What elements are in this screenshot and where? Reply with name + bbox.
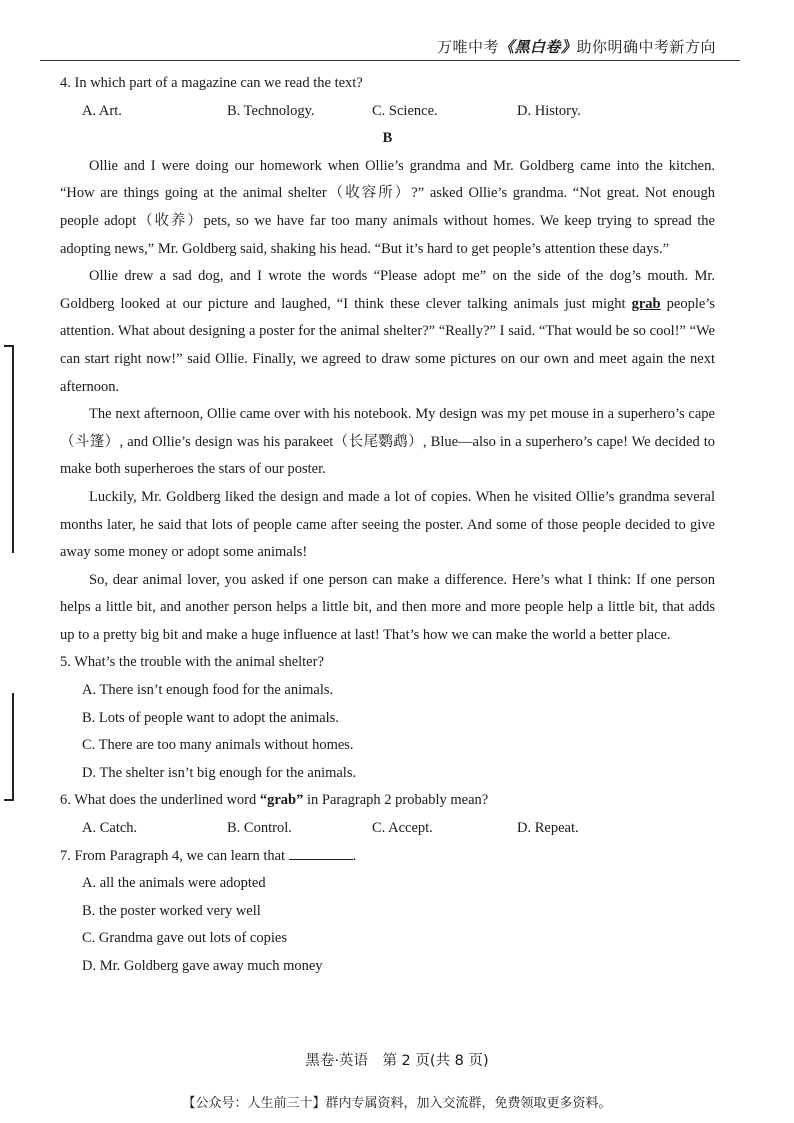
paragraph-3: The next afternoon, Ollie came over with his notebook. My design was my pet mouse in a superhero’s cape（斗篷）, and Ollie’s design was his parakeet（长尾鹦鹉）, Blue—also in a superhero’s cape! We decided to make both superheroes the stars of our poster.	[60, 406, 715, 478]
paragraph-2	[60, 263, 715, 401]
question-7	[60, 843, 715, 871]
paragraph-2-after: people’s attention. What about designing a poster for the animal shelter?” “Really?” I said. “That would be so cool!” “We can start right now!” said Ollie. Finally, we agreed to draw some pictures on our own and meet again the next afternoon.	[60, 295, 715, 395]
header-rule	[40, 60, 740, 61]
q6-option-d: D. Repeat.	[517, 820, 579, 837]
question-6-options	[60, 815, 715, 843]
brand-header	[437, 36, 716, 57]
paragraph-2-before: Ollie drew a sad dog, and I wrote the words “Please adopt me” on the side of the dog’s mouth. Mr. Goldberg looked at our picture and laughed, “I think these clever talking animals just might	[60, 268, 715, 312]
q6-text-pre: 6. What does the underlined word	[60, 792, 260, 809]
q4-option-b: B. Technology.	[227, 102, 315, 119]
promo-line: 【公众号：人生前三十】群内专属资料，加入交流群，免费领取更多资料。	[182, 1096, 612, 1111]
q7-option-c: C. Grandma gave out lots of copies	[82, 930, 287, 947]
question-5: 5. What’s the trouble with the animal shelter?	[60, 654, 324, 671]
paragraph-5: So, dear animal lover, you asked if one person can make a difference. Here’s what I think: If one person helps a little bit, and another person helps a little bit, and then more and more people help a little bit, that adds up to a pretty big bit and make a huge influence at last! That’s how we can make the world a better place.	[60, 571, 715, 643]
brand-pre: 万唯中考	[436, 38, 499, 56]
question-4-options	[60, 98, 715, 126]
paragraph-4: Luckily, Mr. Goldberg liked the design and made a lot of copies. When he visited Ollie’s grandma several months later, he said that lots of people came after seeing the poster. And some of those people decided to give away some money or adopt some animals!	[60, 488, 715, 561]
question-4: 4. In which part of a magazine can we read the text?	[60, 75, 363, 91]
q5-option-a: A. There isn’t enough food for the animals.	[82, 682, 334, 699]
binding-cap-lower	[4, 799, 14, 801]
page-footer: 黑卷·英语 第 2 页(共 8 页)	[305, 1053, 489, 1069]
brand-post: 助你明确中考新方向	[576, 38, 716, 56]
page-content	[60, 70, 715, 981]
q6-word-grab: “grab”	[259, 792, 304, 809]
binding-cap-upper	[4, 345, 14, 347]
q5-option-d: D. The shelter isn’t big enough for the animals.	[82, 764, 357, 781]
q7-text-post: .	[352, 847, 357, 864]
q7-text-pre: 7. From Paragraph 4, we can learn that	[60, 847, 286, 864]
q4-option-c: C. Science.	[372, 102, 438, 119]
q4-option-d: D. History.	[517, 102, 581, 119]
q6-option-a: A. Catch.	[82, 820, 138, 837]
q5-option-c: C. There are too many animals without homes.	[82, 737, 354, 754]
brand-book-title: 《黑白卷》	[498, 38, 577, 56]
q7-option-a: A. all the animals were adopted	[82, 875, 266, 892]
section-b-heading: B	[382, 130, 393, 147]
binding-line-lower	[12, 693, 14, 801]
question-6	[60, 787, 715, 815]
q5-option-b: B. Lots of people want to adopt the animals.	[82, 709, 339, 726]
q7-option-d: D. Mr. Goldberg gave away much money	[82, 958, 323, 974]
q4-option-a: A. Art.	[82, 102, 122, 119]
underlined-word-grab: grab	[631, 295, 661, 312]
q6-option-b: B. Control.	[227, 820, 292, 837]
q6-text-post: in Paragraph 2 probably mean?	[303, 792, 489, 809]
paragraph-1: Ollie and I were doing our homework when Ollie’s grandma and Mr. Goldberg came into the kitchen. “How are things going at the animal shelter（收容所）?” asked Ollie’s grandma. “Not great. Not enough people adopt（收养）pets, so we have far too many animals without homes. We keep trying to spread the adopting news,” Mr. Goldberg said, shaking his head. “But it’s hard to get people’s attention these days.”	[60, 157, 715, 257]
q6-option-c: C. Accept.	[372, 820, 433, 837]
q7-option-b: B. the poster worked very well	[82, 902, 261, 919]
answer-blank[interactable]	[289, 845, 353, 860]
binding-line-upper	[12, 345, 14, 553]
